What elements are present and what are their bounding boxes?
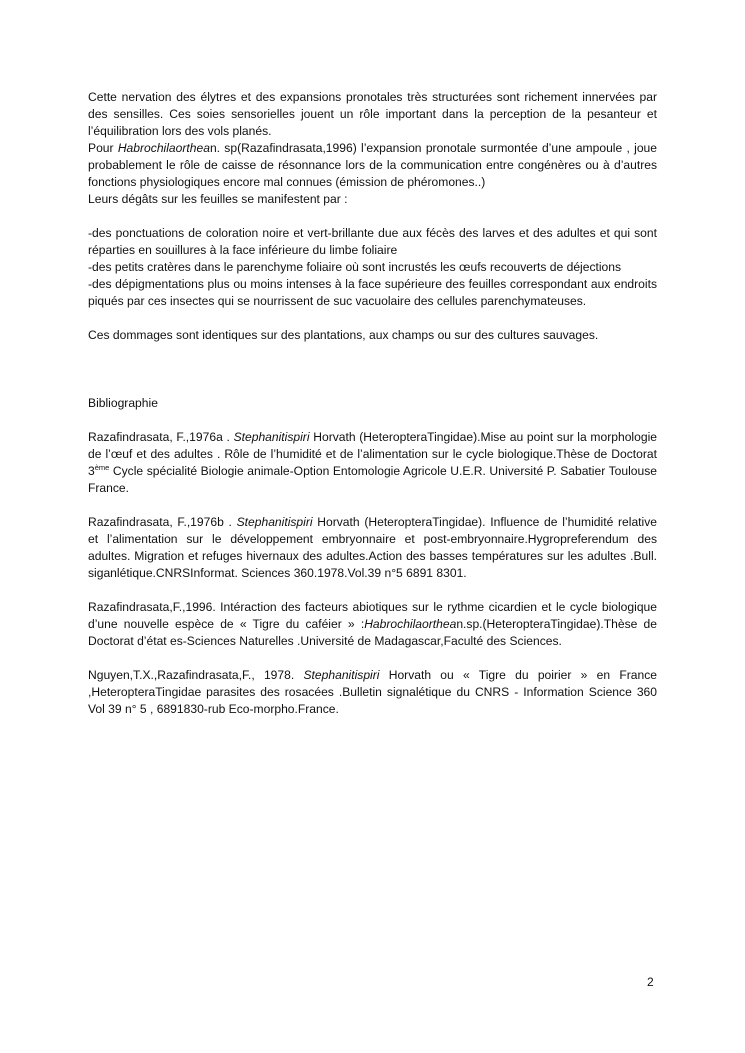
- text-span: Nguyen,T.X.,Razafindrasata,F., 1978.: [88, 668, 304, 682]
- species-name: Habrochilaorthea: [117, 141, 210, 155]
- damage-item-1: -des ponctuations de coloration noire et vert-brillante due aux fécès des larves et des adultes et qui sont réparties en souillures à la face inférieure du limbe foliaire: [88, 226, 657, 257]
- text-span: Razafindrasata,F.,1996. Intéraction des facteurs abiotiques sur le rythme cicardien et le cycle biologique d’une nouvelle espèce de « Tigre du caféier » :: [88, 600, 657, 631]
- bibliography-heading: Bibliographie: [88, 396, 158, 410]
- species-name: Stephanitispiri: [236, 515, 313, 529]
- text-span: Razafindrasata, F.,1976b .: [88, 515, 237, 529]
- species-name: Habrochilaorthea: [364, 617, 457, 631]
- species-name: Stephanitispiri: [303, 668, 380, 682]
- damage-item-2: -des petits cratères dans le parenchyme foliaire où sont incrustés les œufs recouverts de déjections: [88, 260, 622, 274]
- paragraph-damages-intro: Leurs dégâts sur les feuilles se manifestent par :: [88, 192, 348, 206]
- paragraph-damages-same: Ces dommages sont identiques sur des plantations, aux champs ou sur des cultures sauvages.: [88, 328, 599, 342]
- text-span: Cycle spécialité Biologie animale-Option Entomologie Agricole U.E.R. Université P. Sabatier Toulouse France.: [88, 464, 657, 495]
- text-span: Horvath ou « Tigre du poirier » en France ,HeteropteraTingidae parasites des rosacées .Bulletin signalétique du CNRS - Information Science 360 Vol 39 n° 5 , 6891830-rub Eco-morpho.France.: [88, 668, 657, 716]
- reference-1: [88, 429, 657, 497]
- reference-4: [88, 667, 657, 718]
- page-number: 2: [647, 975, 654, 989]
- damage-item-3: -des dépigmentations plus ou moins intenses à la face supérieure des feuilles correspondant aux endroits piqués par ces insectes qui se nourrissent de suc vacuolaire des cellules parenchymateuses.: [88, 277, 657, 308]
- paragraph-nervation: Cette nervation des élytres et des expansions pronotales très structurées sont richement innervées par des sensilles. Ces soies sensorielles jouent un rôle important dans la perception de la pesanteur et l’équilibration lors des vols planés.: [88, 90, 657, 138]
- paragraph-habrochila: [88, 140, 657, 191]
- superscript: ème: [94, 462, 110, 472]
- text-span: Razafindrasata, F.,1976a .: [88, 430, 234, 444]
- text-span: n.sp.(HeteropteraTingidae).Thèse de Doctorat d’état es-Sciences Naturelles .Université de Madagascar,Faculté des Sciences.: [88, 617, 657, 648]
- text-span: n. sp(Razafindrasata,1996) l’expansion pronotale surmontée d’une ampoule , joue probablement le rôle de caisse de résonnance lors de la communication entre congénères ou à d’autres fonctions physiologiques encore mal connues (émission de phéromones..): [88, 141, 657, 189]
- reference-2: [88, 514, 657, 582]
- text-span: Pour: [88, 141, 118, 155]
- page-body: [88, 89, 657, 718]
- species-name: Stephanitispiri: [233, 430, 310, 444]
- text-span: Horvath (HeteropteraTingidae). Influence de l’humidité relative et l’alimentation sur le développement embryonnaire et post-embryonnaire.Hygropreferendum des adultes. Migration et refuges hivernaux des adultes.Action des basses températures sur les adultes .Bull. siganlétique.CNRSInformat. Sciences 360.1978.Vol.39 n°5 6891 8301.: [88, 515, 657, 580]
- text-span: Horvath (HeteropteraTingidae).Mise au point sur la morphologie de l’œuf et des adultes . Rôle de l’humidité et de l’alimentation sur le cycle biologique.Thèse de Doctorat 3: [88, 430, 657, 478]
- reference-3: [88, 599, 657, 650]
